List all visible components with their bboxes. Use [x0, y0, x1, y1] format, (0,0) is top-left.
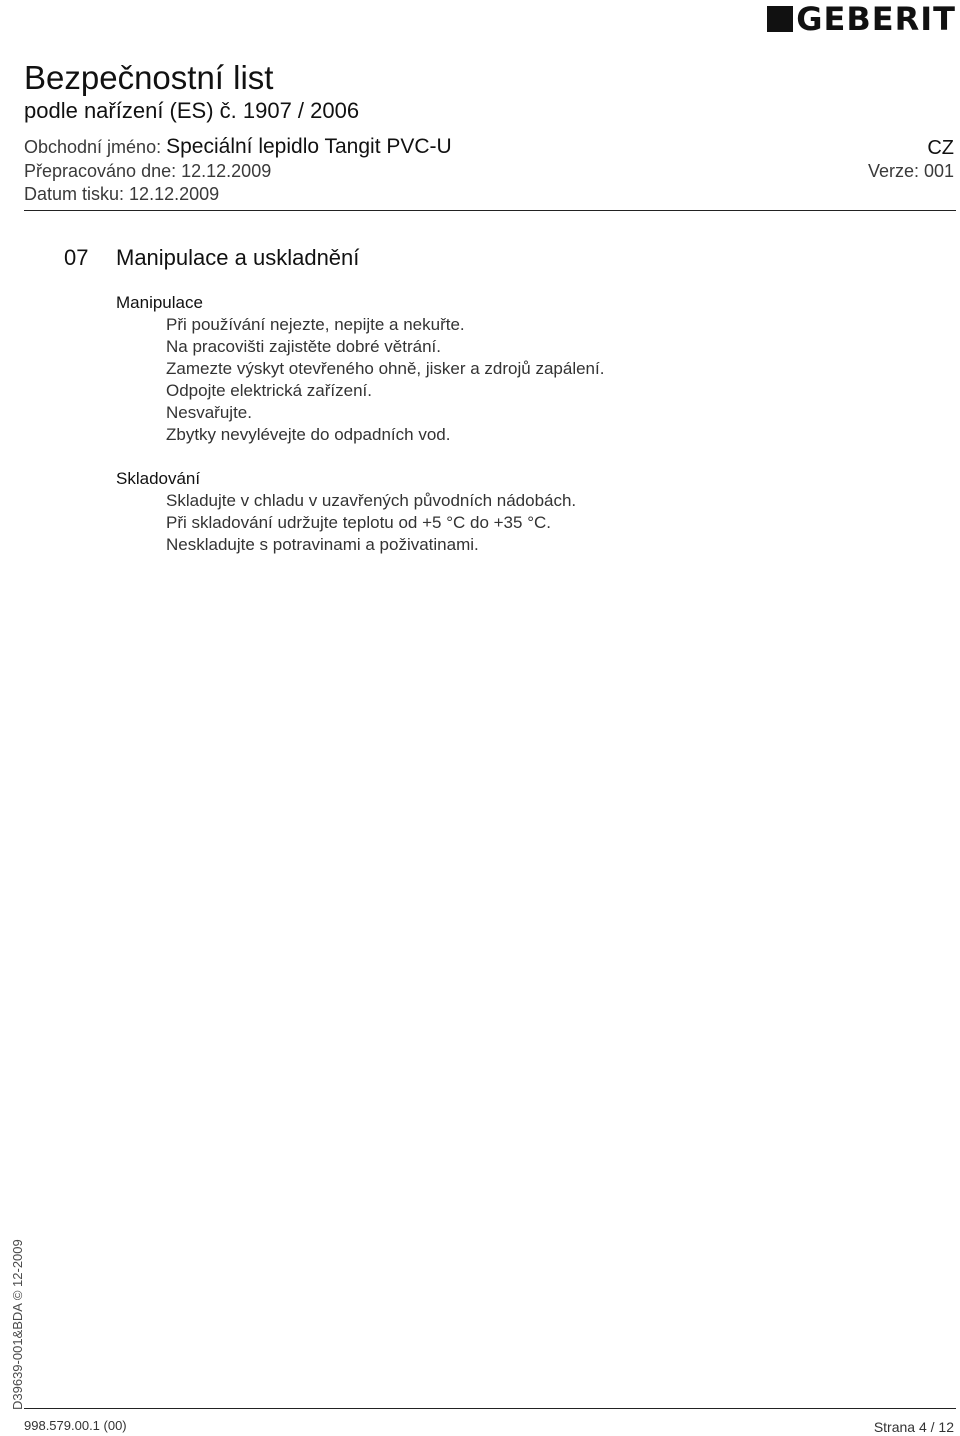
subsection-heading-storage: Skladování — [116, 469, 201, 488]
list-item: Zbytky nevylévejte do odpadních vod. — [166, 425, 451, 444]
print-date-line — [24, 183, 219, 205]
list-item: Odpojte elektrická zařízení. — [166, 381, 372, 400]
language-code: CZ — [927, 137, 954, 159]
header-divider — [24, 210, 956, 211]
list-item: Zamezte výskyt otevřeného ohně, jisker a zdrojů zapálení. — [166, 359, 605, 378]
document-subtitle: podle nařízení (ES) č. 1907 / 2006 — [24, 98, 360, 123]
print-label: Datum tisku: — [24, 184, 125, 204]
list-item: Při skladování udržujte teplotu od +5 °C do +35 °C. — [166, 513, 551, 532]
logo-text: GEBERIT — [796, 0, 956, 38]
footer-doc-number: 998.579.00.1 (00) — [24, 1418, 127, 1433]
handling-list — [166, 314, 604, 446]
list-item: Skladujte v chladu v uzavřených původních nádobách. — [166, 491, 577, 510]
revised-label: Přepracováno dne: — [24, 161, 177, 181]
section-title: Manipulace a uskladnění — [116, 245, 360, 270]
list-item: Nesvařujte. — [166, 403, 252, 422]
list-item: Na pracovišti zajistěte dobré větrání. — [166, 337, 441, 356]
version-label: Verze: 001 — [867, 161, 954, 181]
storage-list — [166, 490, 576, 556]
geberit-logo — [767, 0, 956, 38]
trade-name-label: Obchodní jméno: — [24, 137, 162, 157]
section-number: 07 — [64, 245, 89, 270]
list-item: Při používání nejezte, nepijte a nekuřte. — [166, 315, 465, 334]
section-heading — [64, 244, 359, 272]
trade-name-value: Speciální lepidlo Tangit PVC-U — [166, 135, 452, 158]
page-number: Strana 4 / 12 — [873, 1419, 954, 1435]
document-title: Bezpečnostní list — [24, 59, 274, 96]
footer-divider — [24, 1408, 956, 1409]
side-document-code: D39639-001&BDA © 12-2009 — [10, 1239, 25, 1410]
list-item: Neskladujte s potravinami a poživatinami. — [166, 535, 479, 554]
logo-square-icon — [767, 6, 793, 32]
revised-line — [24, 160, 271, 182]
print-date: 12.12.2009 — [129, 184, 220, 204]
trade-name-line — [24, 136, 452, 158]
subsection-heading-handling: Manipulace — [116, 293, 203, 312]
revised-date: 12.12.2009 — [181, 161, 272, 181]
